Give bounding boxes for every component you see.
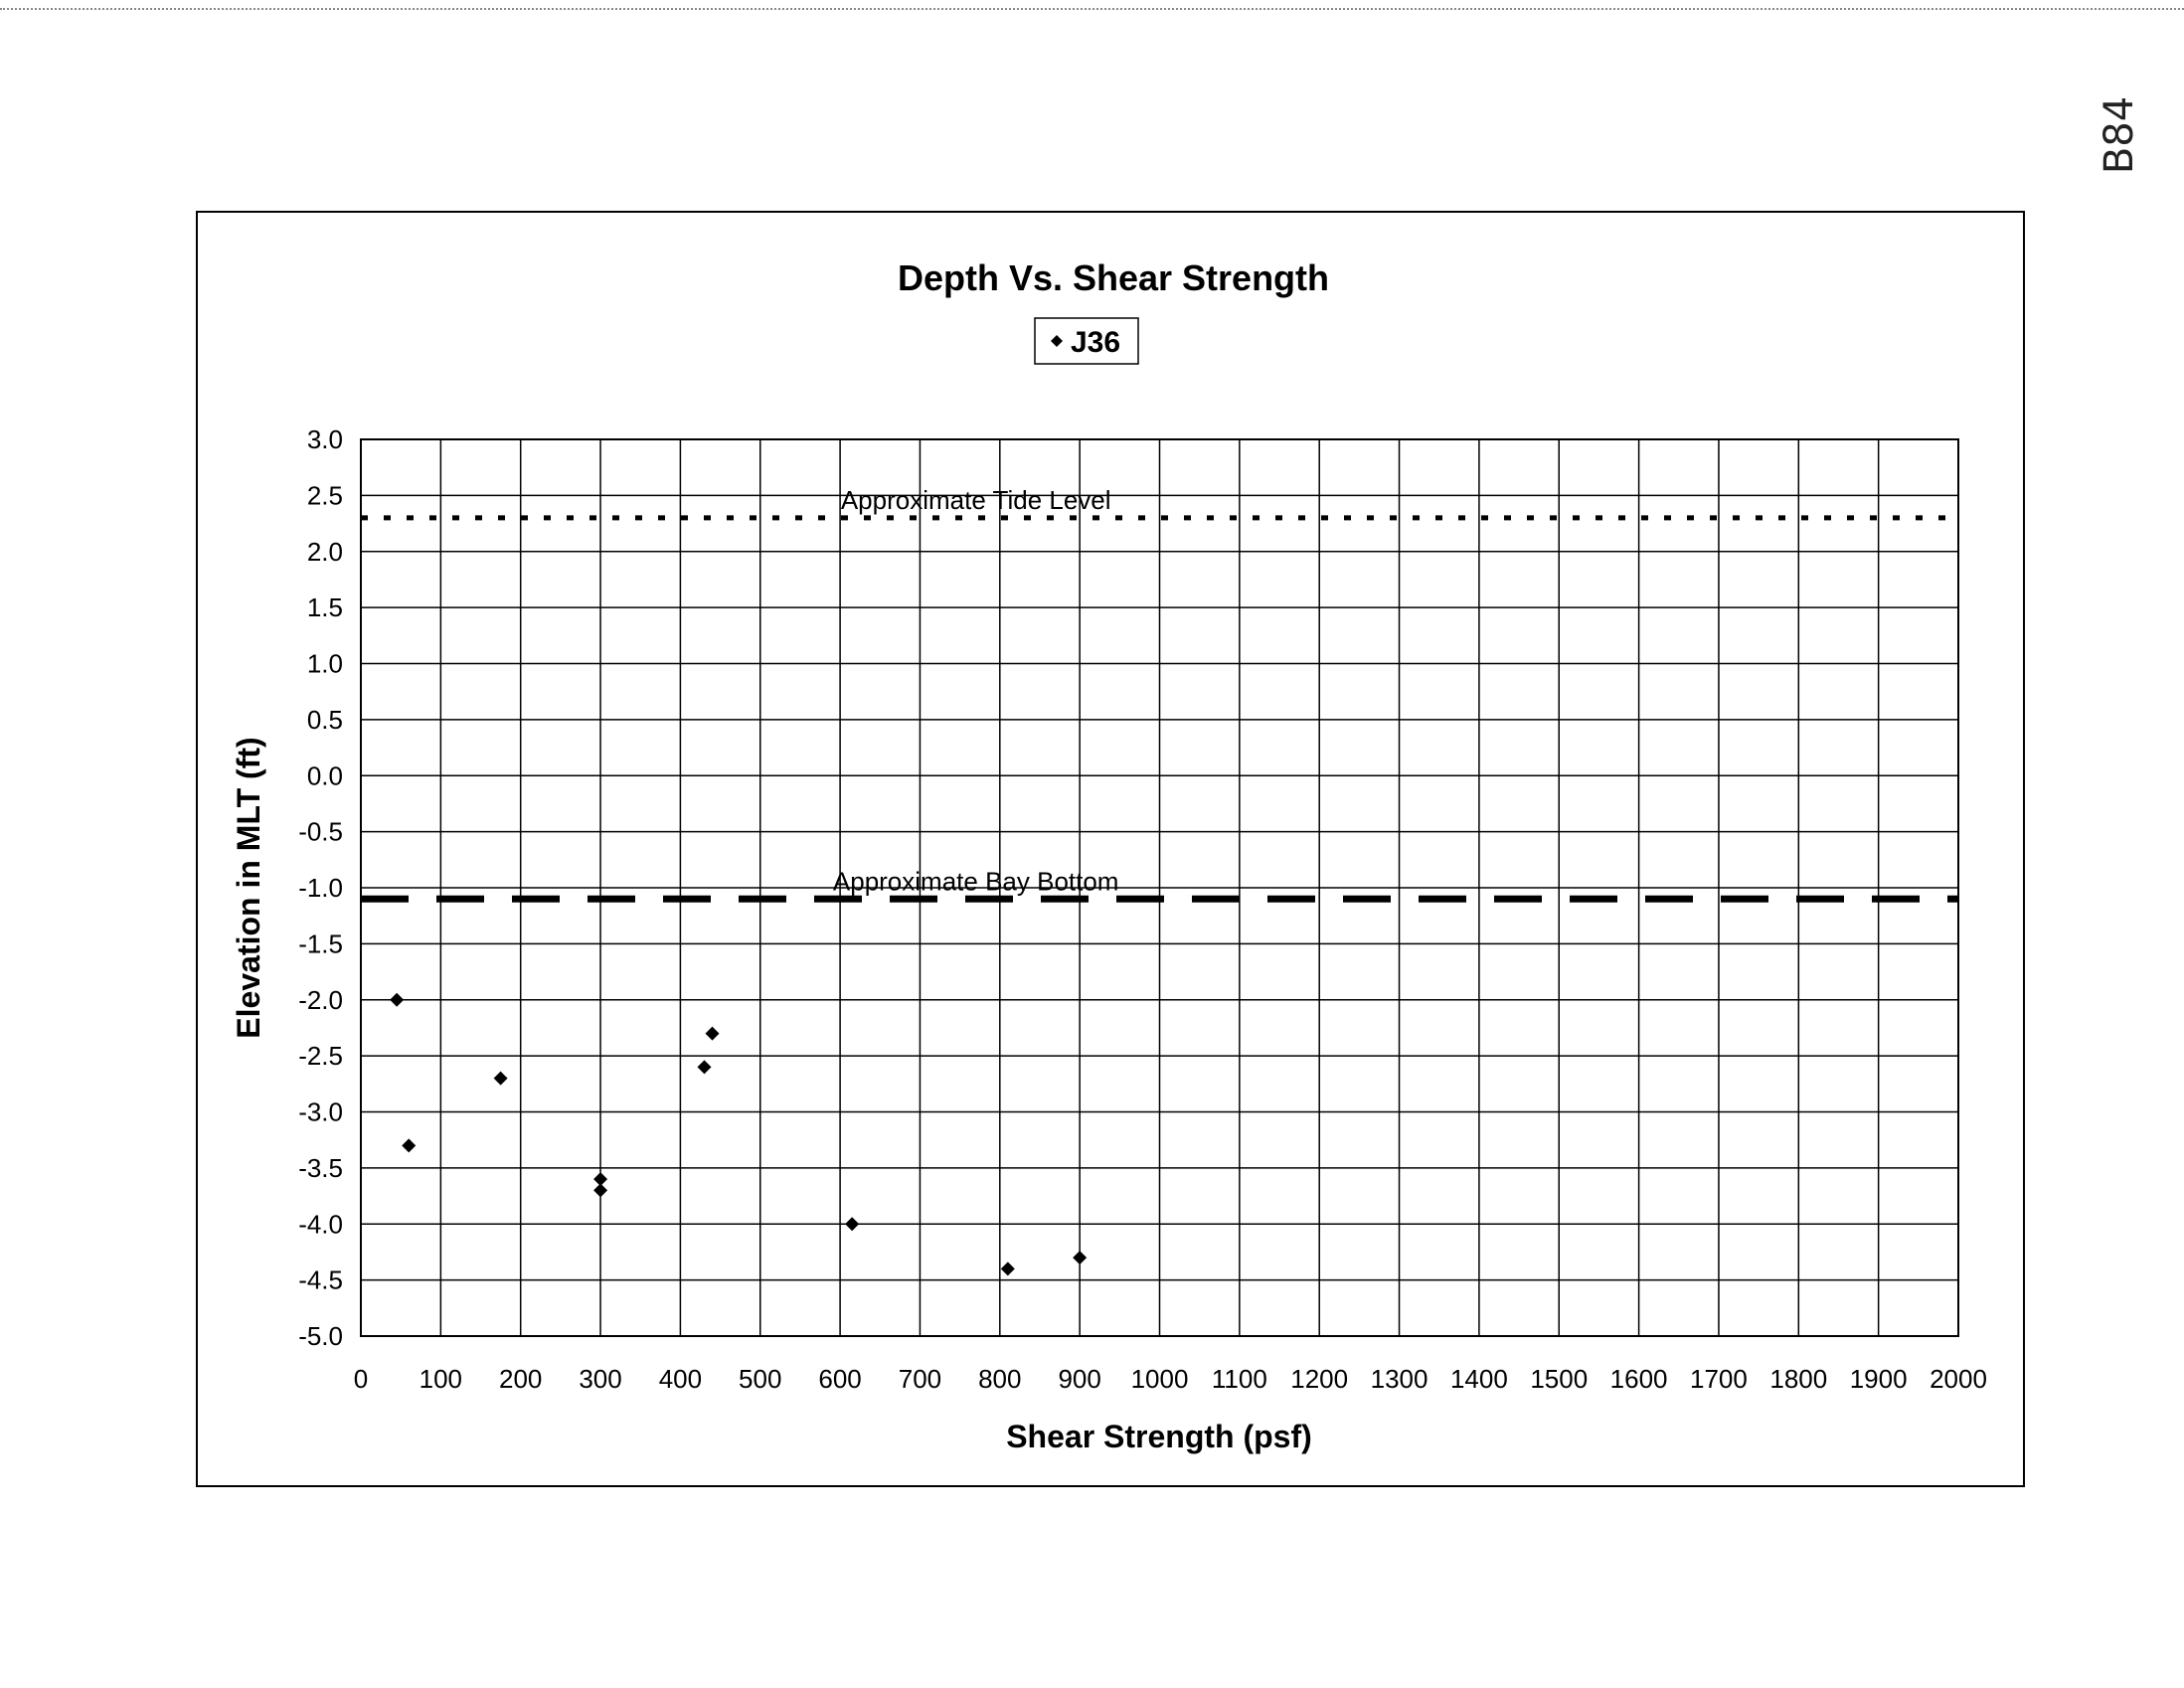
- x-tick-label: 600: [818, 1364, 862, 1394]
- y-tick-label: 2.0: [306, 536, 343, 567]
- x-tick-label: 1000: [1130, 1364, 1189, 1394]
- chart-title: Depth Vs. Shear Strength: [897, 257, 1330, 298]
- y-tick-label: 1.0: [306, 648, 343, 679]
- x-tick-label: 300: [579, 1364, 622, 1394]
- data-point-diamond: [706, 1027, 720, 1041]
- x-tick-label: 400: [658, 1364, 703, 1394]
- y-tick-label: 1.5: [306, 592, 343, 623]
- data-point-diamond: [698, 1060, 712, 1074]
- chart-frame: [196, 211, 2025, 1487]
- x-tick-label: 100: [419, 1364, 463, 1394]
- legend-label: J36: [1071, 326, 1121, 359]
- y-tick-label: -2.5: [298, 1041, 343, 1072]
- y-tick-label: -4.5: [298, 1265, 343, 1295]
- grid: [361, 439, 1958, 1336]
- x-tick-label: 200: [499, 1364, 543, 1394]
- x-tick-label: 500: [739, 1364, 782, 1394]
- data-point-diamond: [494, 1072, 508, 1086]
- x-tick-label: 1100: [1211, 1364, 1267, 1394]
- y-tick-label: -4.0: [298, 1209, 343, 1240]
- x-tick-label: 0: [353, 1364, 369, 1394]
- y-tick-label: 0.0: [306, 760, 343, 791]
- x-tick-label: 900: [1058, 1364, 1101, 1394]
- x-tick-label: 1200: [1290, 1364, 1349, 1394]
- y-tick-label: 2.5: [306, 480, 343, 511]
- y-axis-label: Elevation in MLT (ft): [231, 737, 266, 1039]
- tide-level-label: Approximate Tide Level: [840, 484, 1111, 515]
- x-tick-label: 1700: [1690, 1364, 1748, 1394]
- y-tick-label: -5.0: [298, 1321, 343, 1351]
- y-tick-label: -2.0: [298, 984, 343, 1015]
- data-point-diamond: [593, 1183, 607, 1197]
- y-tick-label: -1.5: [298, 928, 343, 959]
- y-tick-label: -3.0: [298, 1097, 343, 1127]
- y-tick-label: -3.5: [298, 1152, 343, 1183]
- data-point-diamond: [1073, 1251, 1087, 1265]
- x-tick-label: 1400: [1449, 1364, 1508, 1394]
- y-tick-label: -0.5: [298, 816, 343, 847]
- x-tick-label: 1900: [1849, 1364, 1908, 1394]
- x-tick-label: 1300: [1370, 1364, 1428, 1394]
- x-tick-label: 800: [978, 1364, 1022, 1394]
- y-tick-labels: [298, 424, 343, 1351]
- data-point-diamond: [1001, 1262, 1015, 1275]
- chart-svg: [198, 213, 2023, 1485]
- x-tick-label: 1600: [1609, 1364, 1668, 1394]
- x-tick-label: 2000: [1930, 1364, 1987, 1394]
- data-point-diamond: [390, 993, 404, 1007]
- data-points: [390, 993, 1087, 1276]
- data-point-diamond: [845, 1217, 859, 1231]
- scan-edge-line: [0, 8, 2184, 10]
- y-tick-label: -1.0: [298, 873, 343, 903]
- y-tick-label: 3.0: [306, 424, 343, 454]
- data-point-diamond: [402, 1138, 416, 1152]
- y-tick-label: 0.5: [306, 704, 343, 735]
- x-axis-label: Shear Strength (psf): [1006, 1419, 1312, 1454]
- legend: [1035, 318, 1138, 364]
- x-tick-label: 1500: [1530, 1364, 1589, 1394]
- x-tick-label: 1800: [1769, 1364, 1828, 1394]
- x-tick-label: 700: [898, 1364, 942, 1394]
- x-tick-labels: [354, 1364, 1987, 1394]
- bay-bottom-label: Approximate Bay Bottom: [832, 866, 1119, 897]
- page-annotation: B84: [2097, 95, 2142, 175]
